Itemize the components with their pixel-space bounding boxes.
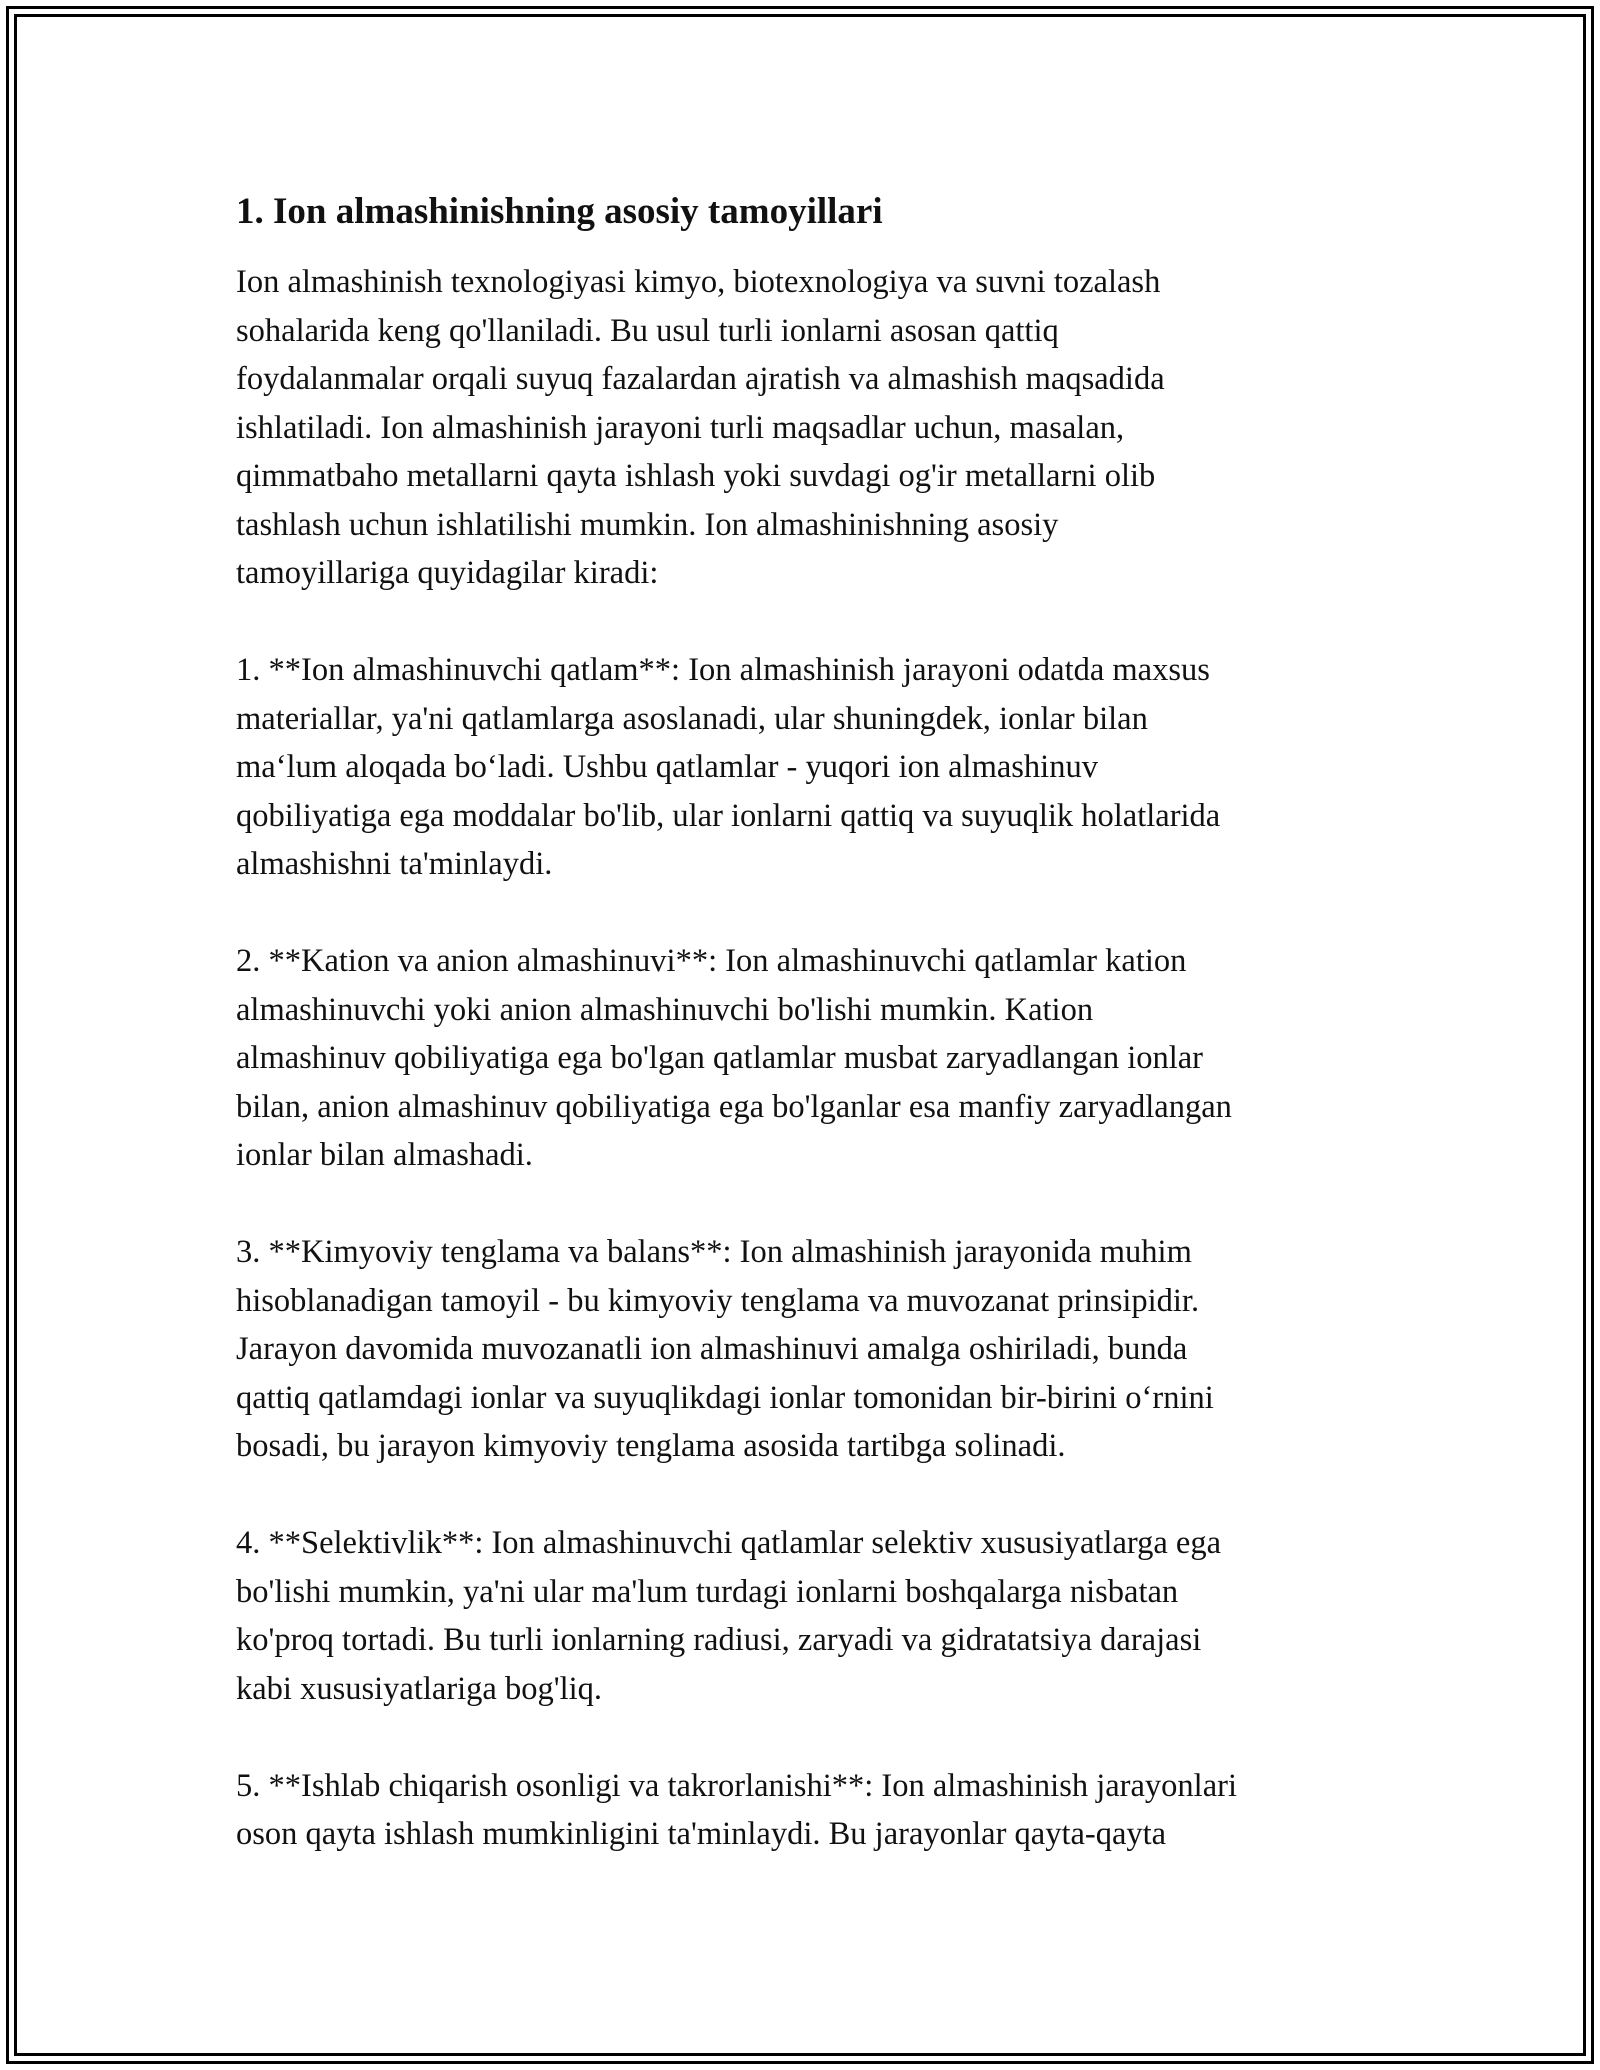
principle-1-paragraph (236, 646, 1386, 889)
section-title: 1. Ion almashinishning asosiy tamoyillari (236, 191, 883, 232)
paragraph-line: 5. **Ishlab chiqarish osonligi va takrorlanishi**: Ion almashinish jarayonlari (236, 1767, 1237, 1804)
paragraph-line: bosadi, bu jarayon kimyoviy tenglama asosida tartibga solinadi. (236, 1428, 1066, 1464)
principle-2-paragraph (236, 937, 1386, 1180)
principle-3-paragraph (236, 1228, 1386, 1471)
principle-5-paragraph (236, 1762, 1386, 1859)
paragraph-line: 2. **Kation va anion almashinuvi**: Ion almashinuvchi qatlamlar kation (236, 943, 1187, 979)
paragraph-line: hisoblanadigan tamoyil - bu kimyoviy tenglama va muvozanat prinsipidir. (236, 1282, 1200, 1319)
paragraph-line: foydalanmalar orqali suyuq fazalardan ajratish va almashish maqsadida (236, 361, 1165, 397)
paragraph-line: sohalarida keng qo'llaniladi. Bu usul turli ionlarni asosan qattiq (236, 312, 1059, 349)
paragraph-line: tashlash uchun ishlatilishi mumkin. Ion almashinishning asosiy (236, 506, 1059, 543)
paragraph-line: 3. **Kimyoviy tenglama va balans**: Ion almashinish jarayonida muhim (236, 1234, 1192, 1270)
paragraph-line: ishlatiladi. Ion almashinish jarayoni turli maqsadlar uchun, masalan, (236, 409, 1125, 446)
paragraph-line: tamoyillariga quyidagilar kiradi: (236, 555, 659, 591)
paragraph-line: Ion almashinish texnologiyasi kimyo, biotexnologiya va suvni tozalash (236, 264, 1161, 300)
principle-4-paragraph (236, 1519, 1386, 1713)
paragraph-line: qattiq qatlamdagi ionlar va suyuqlikdagi ionlar tomonidan bir-birini oʻrnini (236, 1379, 1214, 1416)
paragraph-line: ionlar bilan almashadi. (236, 1137, 533, 1173)
paragraph-line: oson qayta ishlash mumkinligini ta'minlaydi. Bu jarayonlar qayta-qayta (236, 1816, 1167, 1852)
paragraph-line: maʻlum aloqada boʻladi. Ushbu qatlamlar - yuqori ion almashinuv (236, 749, 1098, 785)
paragraph-line: almashinuv qobiliyatiga ega bo'lgan qatlamlar musbat zaryadlangan ionlar (236, 1040, 1204, 1076)
intro-paragraph (236, 258, 1386, 598)
paragraph-line: materiallar, ya'ni qatlamlarga asoslanadi, ular shuningdek, ionlar bilan (236, 700, 1148, 737)
paragraph-line: 1. **Ion almashinuvchi qatlam**: Ion almashinish jarayoni odatda maxsus (236, 652, 1210, 688)
paragraph-line: Jarayon davomida muvozanatli ion almashinuvi amalga oshiriladi, bunda (236, 1331, 1188, 1367)
paragraph-line: ko'proq tortadi. Bu turli ionlarning radiusi, zaryadi va gidratatsiya darajasi (236, 1622, 1202, 1658)
paragraph-line: qobiliyatiga ega moddalar bo'lib, ular ionlarni qattiq va suyuqlik holatlarida (236, 797, 1221, 834)
paragraph-line: 4. **Selektivlik**: Ion almashinuvchi qatlamlar selektiv xususiyatlarga ega (236, 1525, 1222, 1561)
paragraph-line: almashinuvchi yoki anion almashinuvchi bo'lishi mumkin. Kation (236, 991, 1094, 1028)
paragraph-line: kabi xususiyatlariga bog'liq. (236, 1670, 603, 1707)
paragraph-line: bilan, anion almashinuv qobiliyatiga ega bo'lganlar esa manfiy zaryadlangan (236, 1088, 1232, 1125)
paragraph-line: almashishni ta'minlaydi. (236, 846, 553, 882)
paragraph-line: bo'lishi mumkin, ya'ni ular ma'lum turdagi ionlarni boshqalarga nisbatan (236, 1573, 1179, 1610)
paragraph-line: qimmatbaho metallarni qayta ishlash yoki suvdagi og'ir metallarni olib (236, 458, 1156, 494)
document-body (236, 188, 1386, 1907)
